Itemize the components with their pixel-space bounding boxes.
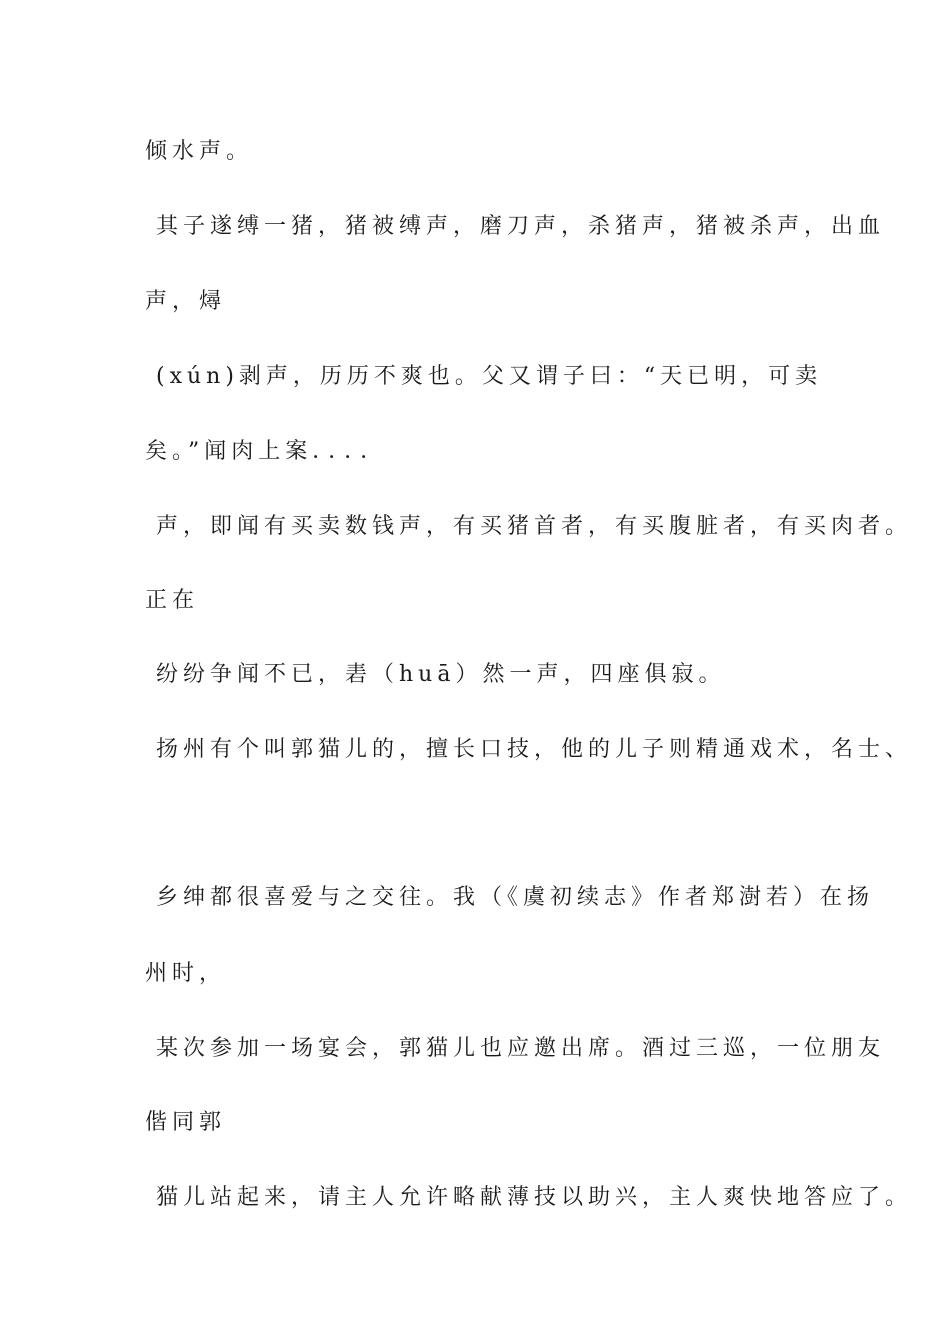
text-line: 声，燖 bbox=[145, 289, 227, 314]
text-line: 矣。”闻肉上案．．．． bbox=[145, 439, 388, 464]
text-line: 声，即闻有买卖数钱声，有买猪首者，有买腹脏者，有买肉者。 bbox=[156, 514, 913, 539]
text-line: 扬州有个叫郭猫儿的，擅长口技，他的儿子则精通戏术，名士、 bbox=[156, 737, 913, 762]
text-line: 纷纷争闻不已，砉（huā）然一声，四座俱寂。 bbox=[156, 662, 726, 687]
text-line: 其子遂缚一猪，猪被缚声，磨刀声，杀猪声，猪被杀声，出血 bbox=[156, 214, 886, 239]
text-line: 倾水声。 bbox=[145, 139, 254, 164]
text-line: (xún)剥声，历历不爽也。父又谓子曰：“天已明，可卖 bbox=[156, 364, 823, 389]
text-line: 乡绅都很喜爱与之交往。我（《虞初续志》作者郑澍若）在扬 bbox=[156, 885, 875, 910]
text-line: 偕同郭 bbox=[145, 1110, 227, 1135]
text-line: 猫儿站起来，请主人允许略献薄技以助兴，主人爽快地答应了。 bbox=[156, 1185, 913, 1210]
text-line: 正在 bbox=[145, 588, 200, 613]
text-line: 州时， bbox=[145, 961, 227, 986]
text-line: 某次参加一场宴会，郭猫儿也应邀出席。酒过三巡，一位朋友 bbox=[156, 1036, 886, 1061]
